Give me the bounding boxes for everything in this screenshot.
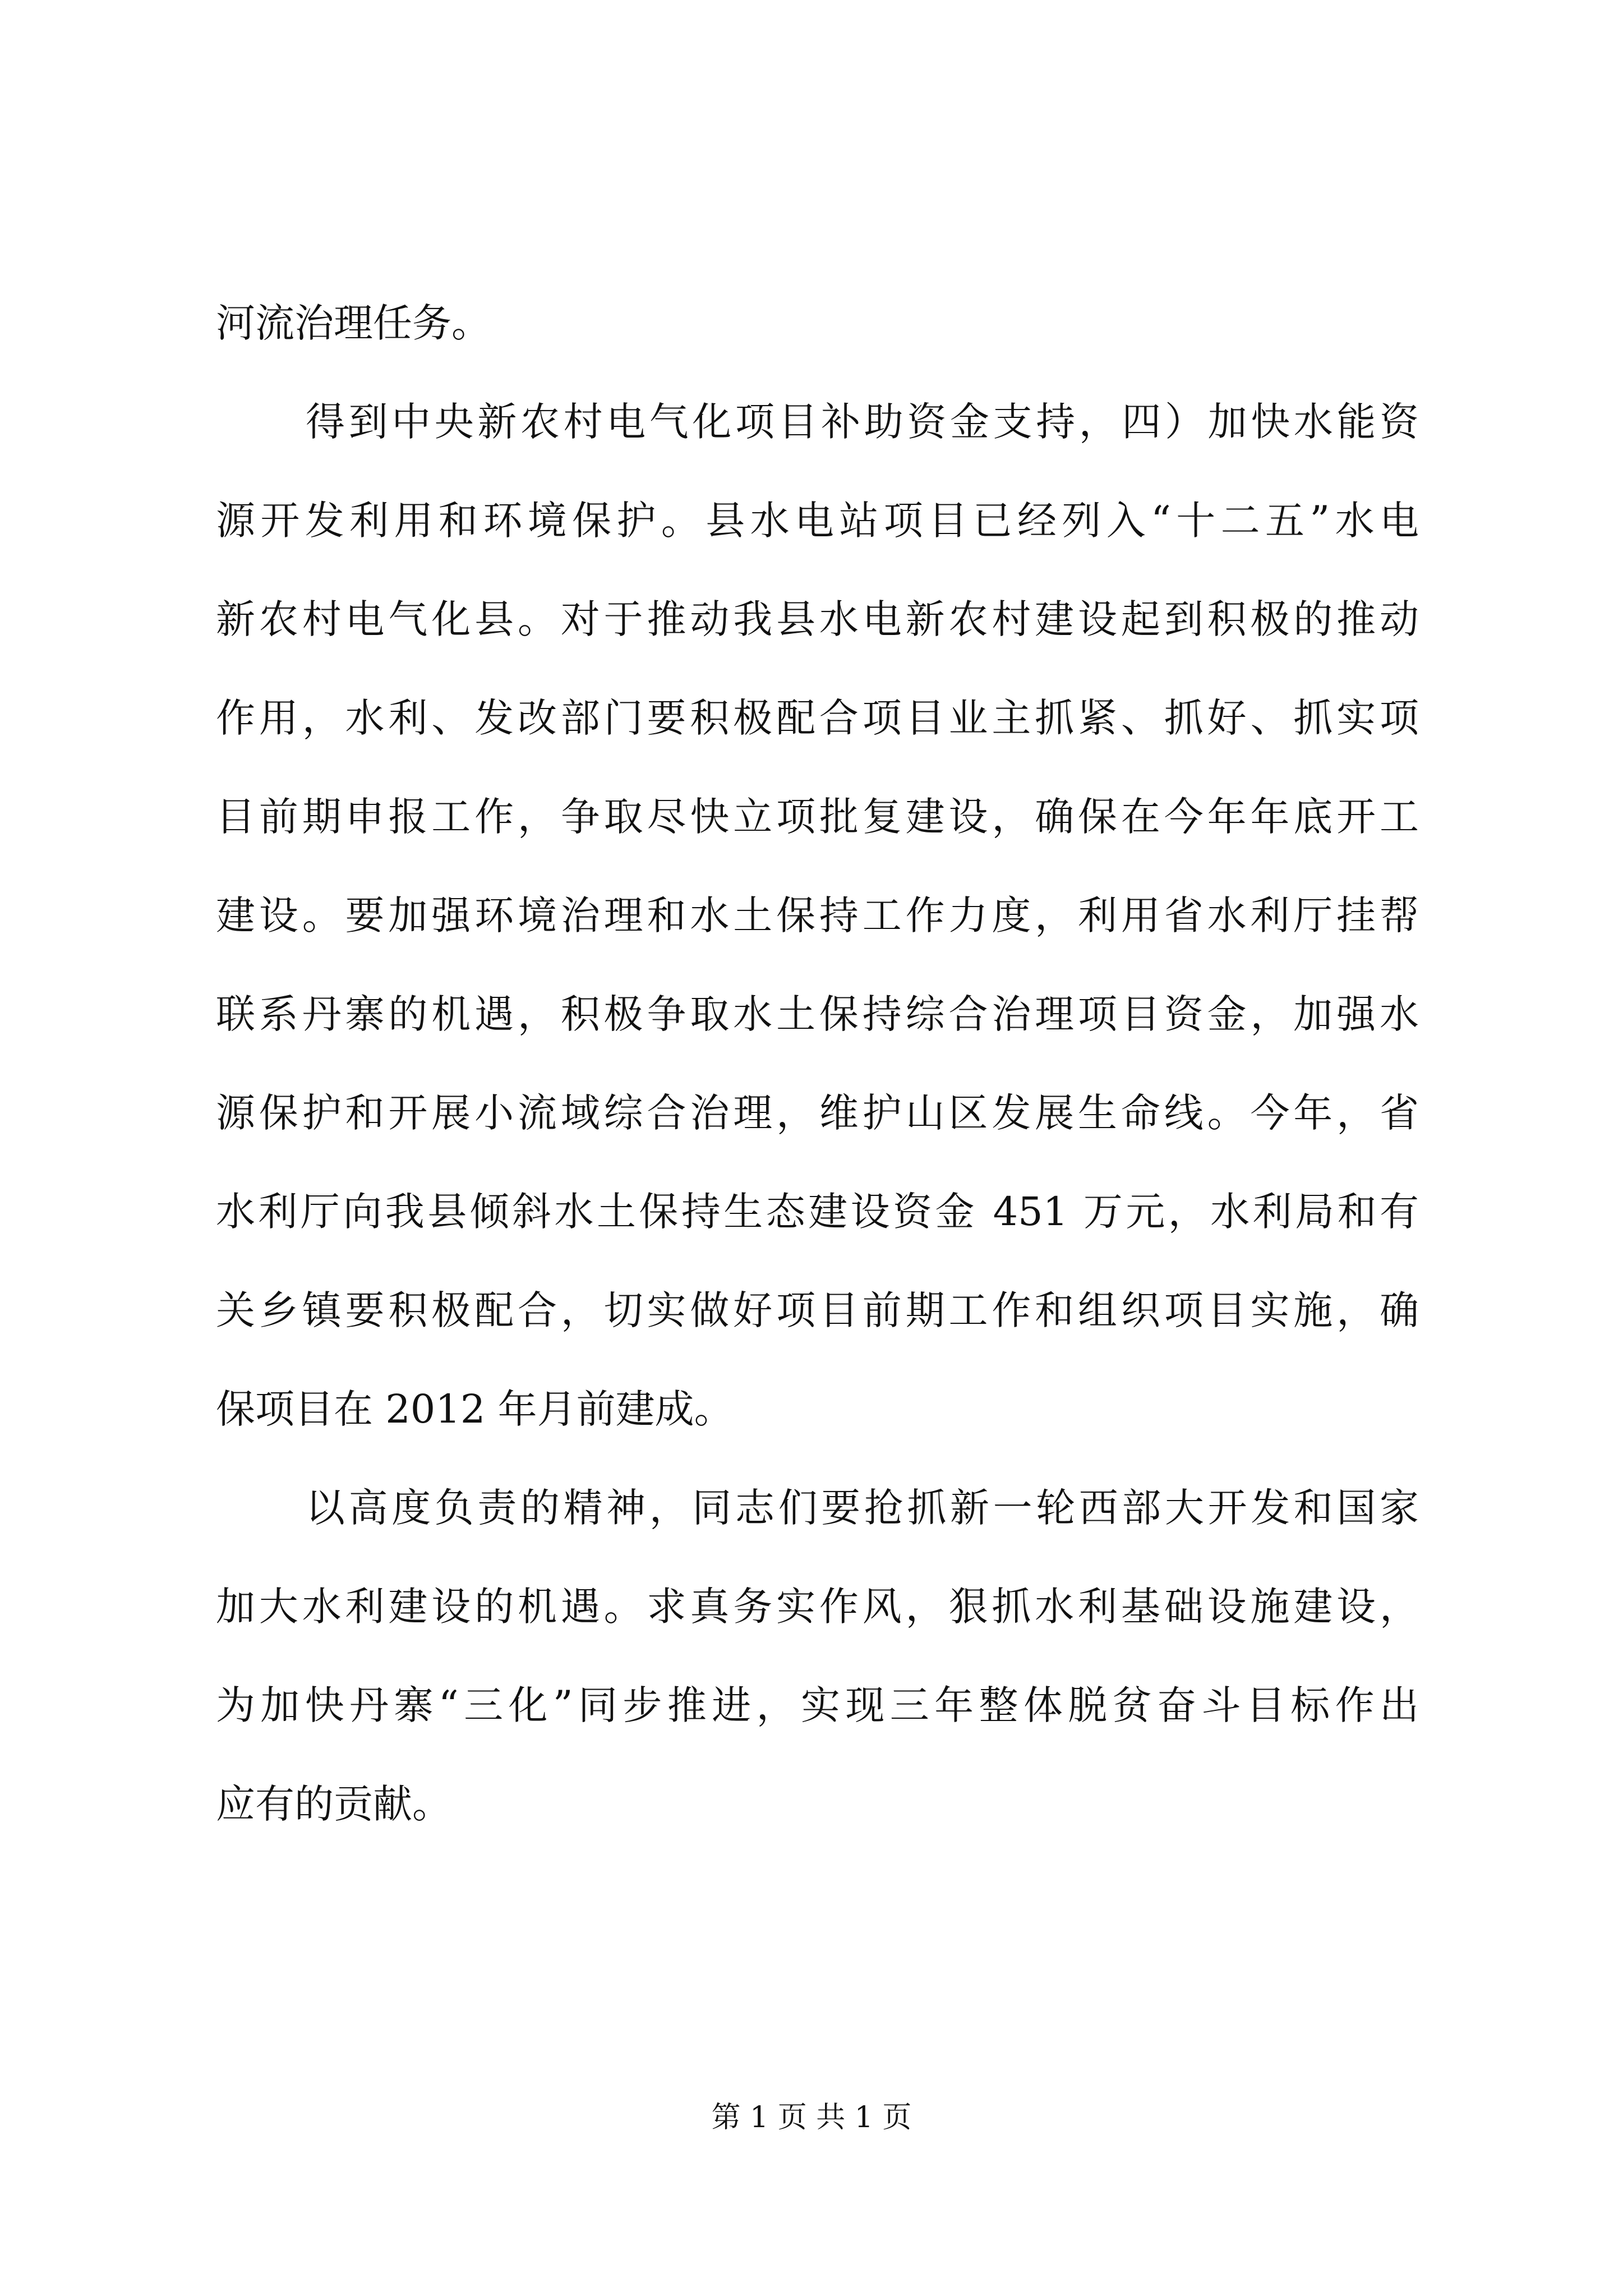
paragraph-start-line: 得到中央新农村电气化项目补助资金支持，四）加快水能资 (306, 399, 1419, 445)
body-text (216, 274, 1419, 1853)
paragraph-start-line: 以高度负责的精神，同志们要抢抓新一轮西部大开发和国家 (306, 1485, 1419, 1531)
text-line: 源保护和开展小流域综合治理，维护山区发展生命线。今年，省 (216, 1090, 1419, 1136)
text-line: 为加快丹寨“三化”同步推进，实现三年整体脱贫奋斗目标作出 (216, 1682, 1419, 1728)
text-line: 保项目在 2012 年月前建成。 (216, 1386, 734, 1432)
text-line: 作用，水利、发改部门要积极配合项目业主抓紧、抓好、抓实项 (216, 695, 1419, 741)
text-line: 建设。要加强环境治理和水土保持工作力度，利用省水利厅挂帮 (216, 892, 1419, 938)
text-line: 关乡镇要积极配合，切实做好项目前期工作和组织项目实施，确 (216, 1287, 1419, 1333)
text-line: 水利厅向我县倾斜水土保持生态建设资金 451 万元，水利局和有 (216, 1189, 1419, 1235)
page-footer: 第 1 页 共 1 页 (711, 2101, 912, 2134)
text-line: 应有的贡献。 (216, 1781, 451, 1827)
text-line: 加大水利建设的机遇。求真务实作风，狠抓水利基础设施建设， (216, 1584, 1419, 1630)
text-line: 新农村电气化县。对于推动我县水电新农村建设起到积极的推动 (216, 596, 1419, 642)
text-line: 源开发利用和环境保护。县水电站项目已经列入“十二五”水电 (216, 498, 1419, 544)
text-line: 目前期申报工作，争取尽快立项批复建设，确保在今年年底开工 (216, 794, 1419, 840)
text-line: 河流治理任务。 (216, 300, 491, 346)
text-line: 联系丹寨的机遇，积极争取水土保持综合治理项目资金，加强水 (216, 991, 1419, 1037)
